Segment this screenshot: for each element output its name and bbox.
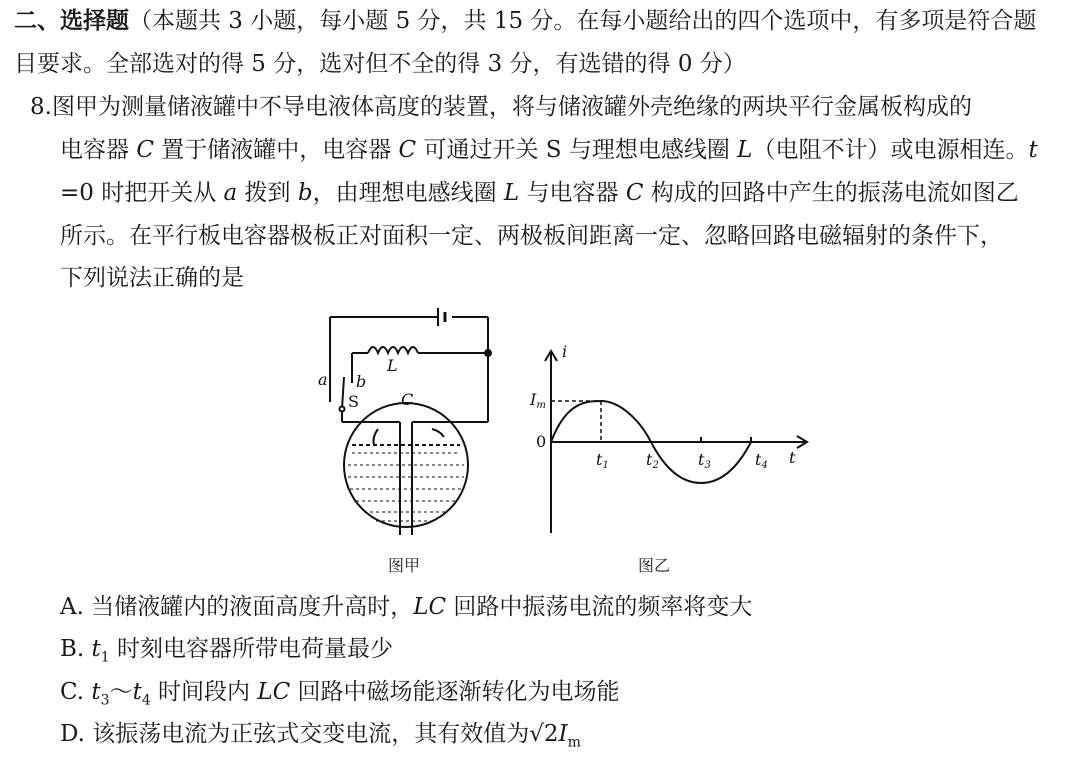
question-number: 8. — [30, 94, 52, 120]
figure-jia-circuit — [330, 308, 491, 535]
option-c — [60, 677, 620, 716]
q-symbol: a — [223, 180, 238, 206]
option-c-text: 时间段内 — [150, 679, 258, 705]
option-b-text: 时刻电容器所带电荷量最少 — [109, 636, 394, 662]
label-s: S — [348, 392, 359, 411]
option-c-symbol-2: t — [132, 679, 142, 705]
option-b-letter: B. — [60, 636, 92, 662]
question-line-2 — [60, 135, 1038, 165]
option-a-text: A. 当储液罐内的液面高度升高时， — [60, 594, 414, 620]
q-symbol: C — [136, 137, 154, 163]
option-c-symbol: t — [91, 679, 101, 705]
axis-label-t: t — [789, 448, 796, 467]
q-text: =0 时把开关从 — [60, 180, 224, 206]
q-symbol: L — [737, 137, 753, 163]
q-symbol: L — [503, 180, 520, 206]
question-line-4 — [60, 221, 1003, 251]
option-d — [60, 719, 581, 758]
label-im: Im — [530, 390, 546, 411]
junction-dot — [485, 350, 491, 356]
tank-mark-left — [374, 429, 379, 445]
label-c: C — [401, 390, 414, 409]
figure-yi-graph — [545, 351, 807, 533]
q-text: 电容器 — [60, 137, 137, 163]
option-a-symbol: LC — [413, 594, 447, 620]
figure-yi-caption: 图乙 — [638, 556, 671, 575]
q-text: 与电容器 — [519, 180, 626, 206]
label-l: L — [387, 356, 398, 375]
option-b — [60, 634, 393, 673]
question-text-4: 所示。在平行板电容器极板正对面积一定、两极板间距离一定、忽略回路电磁辐射的条件下， — [60, 223, 1003, 249]
option-d-text: D. 该振荡电流为正弦式交变电流，其有效值为 — [60, 721, 530, 747]
q-text: 构成的回路中产生的振荡电流如图乙 — [643, 180, 1019, 206]
question-line-1 — [30, 92, 972, 122]
option-c-sub: 3 — [100, 692, 110, 709]
figures — [300, 305, 820, 585]
q-symbol: b — [297, 180, 313, 206]
section-header-line-2 — [14, 49, 746, 79]
option-d-symbol: I — [558, 721, 568, 747]
label-a: a — [318, 370, 328, 389]
q-symbol: C — [625, 180, 644, 206]
option-c-text-2: 回路中磁场能逐渐转化为电场能 — [290, 679, 620, 705]
option-c-tilde: ～ — [109, 679, 133, 705]
option-b-symbol: t — [91, 636, 101, 662]
option-b-sub: 1 — [100, 649, 110, 666]
section-header-line-1 — [14, 6, 1036, 36]
axis-label-i: i — [562, 342, 568, 361]
option-c-letter: C. — [60, 679, 92, 705]
option-d-root: √2 — [529, 721, 559, 747]
option-a-text-2: 回路中振荡电流的频率将变大 — [446, 594, 753, 620]
label-origin: 0 — [536, 432, 547, 451]
option-c-sub-2: 4 — [141, 692, 151, 709]
option-c-lc: LC — [257, 679, 291, 705]
label-t3: t3 — [698, 450, 711, 471]
question-text-1: 图甲为测量储液罐中不导电液体高度的装置，将与储液罐外壳绝缘的两块平行金属板构成的 — [51, 94, 972, 120]
question-line-5 — [60, 263, 244, 293]
figure-jia-caption: 图甲 — [388, 556, 421, 575]
figure-yi-labels — [529, 342, 796, 471]
option-d-sub: m — [567, 734, 581, 751]
section-instructions-1: （本题共 3 小题，每小题 5 分，共 15 分。在每小题给出的四个选项中，有多项是符合题 — [129, 8, 1037, 34]
inductor-coil — [368, 347, 418, 353]
q-text: ，由理想电感线圈 — [312, 180, 504, 206]
option-a — [60, 592, 752, 622]
section-instructions-2: 目要求。全部选对的得 5 分，选对但不全的得 3 分，有选错的得 0 分） — [14, 51, 746, 77]
q-text: 拨到 — [237, 180, 298, 206]
label-t2: t2 — [646, 450, 659, 471]
label-b: b — [356, 372, 367, 391]
question-line-3 — [60, 178, 1019, 208]
label-t4: t4 — [755, 450, 768, 471]
tank-mark-right — [432, 429, 444, 437]
question-text-5: 下列说法正确的是 — [60, 265, 244, 291]
switch-pivot — [340, 407, 345, 412]
q-text: 置于储液罐中，电容器 — [153, 137, 399, 163]
q-symbol: t — [1028, 137, 1038, 163]
section-title: 二、选择题 — [14, 7, 129, 34]
q-text: 可通过开关 S 与理想电感线圈 — [416, 137, 738, 163]
q-symbol: C — [398, 137, 417, 163]
label-t1: t1 — [596, 450, 609, 471]
q-text: （电阻不计）或电源相连。 — [752, 137, 1029, 163]
switch-lever — [342, 377, 344, 409]
